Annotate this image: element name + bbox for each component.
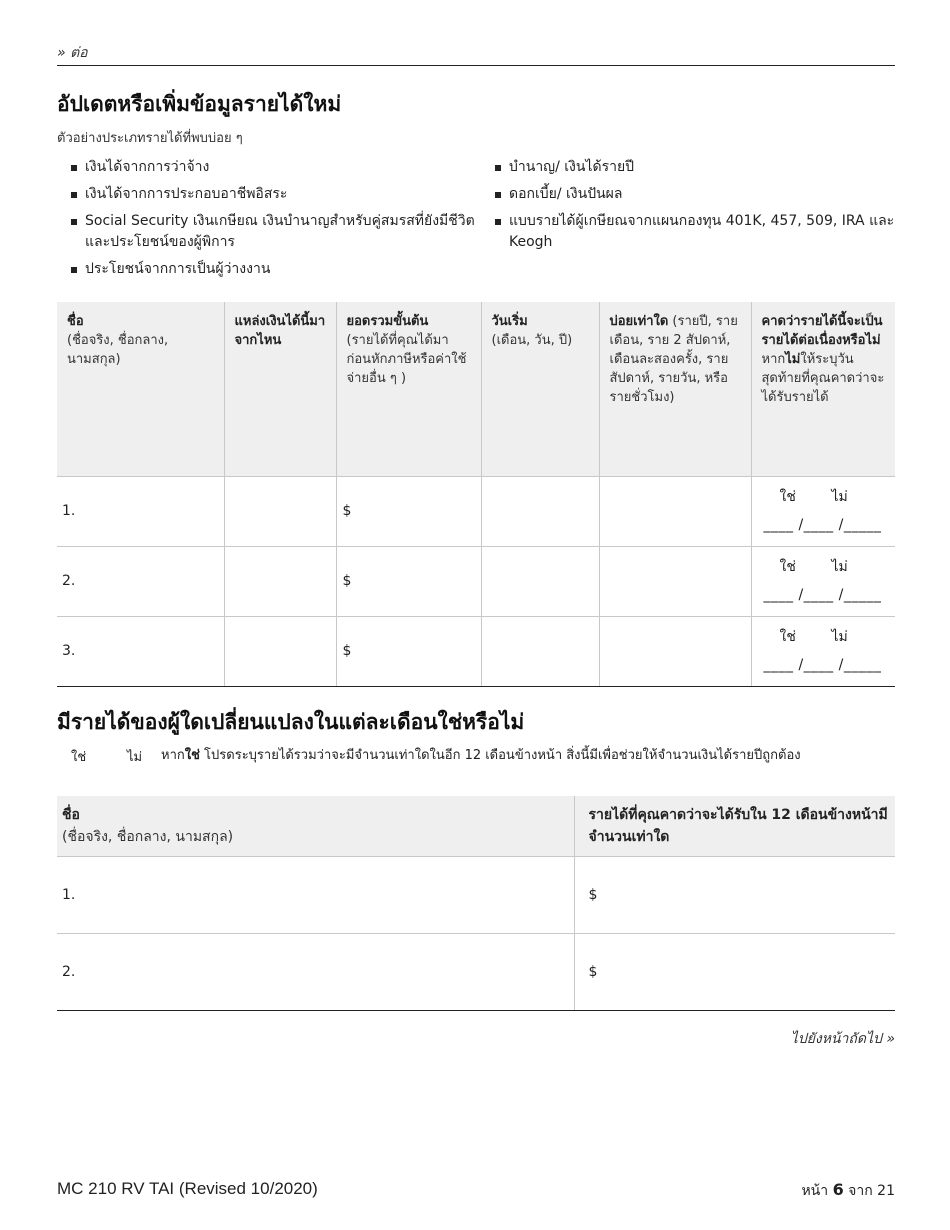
col-frequency-header: บ่อยเท่าใด (รายปี, รายเดือน, ราย 2 สัปดาห์, เดือนละสองครั้ง, รายสัปดาห์, รายวัน, หรือ รายชั่วโมง) (599, 302, 751, 476)
expected-amount-cell[interactable]: $ (574, 857, 895, 934)
gross-amount-cell[interactable]: $ (336, 616, 481, 686)
form-page (57, 0, 895, 1230)
end-date-field[interactable]: ____ /____ /_____ (763, 517, 882, 533)
list-item: ประโยชน์จากการเป็นผู้ว่างงาน (71, 259, 481, 280)
list-item: ดอกเบี้ย/ เงินปันผล (495, 184, 895, 205)
continuing-cell (751, 476, 895, 546)
form-id: MC 210 RV TAI (Revised 10/2020) (57, 1179, 318, 1198)
end-date-field[interactable]: ____ /____ /_____ (763, 657, 882, 673)
table-row (57, 857, 895, 934)
source-cell[interactable] (224, 616, 336, 686)
row-number: 1. (57, 476, 224, 546)
start-date-cell[interactable] (481, 476, 599, 546)
start-date-cell[interactable] (481, 546, 599, 616)
income-examples-right (495, 157, 895, 259)
continuing-cell (751, 616, 895, 686)
frequency-cell[interactable] (599, 616, 751, 686)
no-option[interactable]: ไม่ (831, 629, 848, 645)
frequency-cell[interactable] (599, 546, 751, 616)
col-gross-header: ยอดรวมขั้นต้น (รายได้ที่คุณได้มาก่อนหักภาษีหรือค่าใช้จ่ายอื่น ๆ ) (336, 302, 481, 476)
monthly-change-instructions: หากใช่ โปรดระบุรายได้รวมว่าจะมีจำนวนเท่าใดในอีก 12 เดือนข้างหน้า สิ่งนี้มีเพื่อช่วยให้จำนวนเงินได้รายปีถูกต้อง (161, 748, 801, 763)
yes-option[interactable]: ใช่ (779, 489, 796, 505)
yes-option[interactable]: ใช่ (779, 559, 796, 575)
income-examples-left (71, 157, 481, 286)
list-item: แบบรายได้ผู้เกษียณจากแผนกองทุน 401K, 457, 509, IRA และ Keogh (495, 211, 895, 253)
yes-option[interactable]: ใช่ (779, 629, 796, 645)
no-option[interactable]: ไม่ (831, 489, 848, 505)
table-row (57, 476, 895, 546)
list-item: บำนาญ/ เงินได้รายปี (495, 157, 895, 178)
page-indicator: หน้า 6 จาก 21 (801, 1180, 895, 1199)
section-title-update-income: อัปเดตหรือเพิ่มข้อมูลรายได้ใหม่ (57, 92, 342, 116)
source-cell[interactable] (224, 476, 336, 546)
end-date-field[interactable]: ____ /____ /_____ (763, 587, 882, 603)
no-option[interactable]: ไม่ (831, 559, 848, 575)
source-cell[interactable] (224, 546, 336, 616)
col-start-header: วันเริ่ม (เดือน, วัน, ปี) (481, 302, 599, 476)
gross-amount-cell[interactable]: $ (336, 546, 481, 616)
income-table (57, 302, 895, 687)
row-number: 3. (57, 616, 224, 686)
list-item: เงินได้จากการว่าจ้าง (71, 157, 481, 178)
list-item: เงินได้จากการประกอบอาชีพอิสระ (71, 184, 481, 205)
col-expected-income-header: รายได้ที่คุณคาดว่าจะได้รับใน 12 เดือนข้างหน้ามีจำนวนเท่าใด (574, 796, 895, 857)
expected-amount-cell[interactable]: $ (574, 934, 895, 1011)
table-header-row (57, 302, 895, 476)
gross-amount-cell[interactable]: $ (336, 476, 481, 546)
no-option[interactable]: ไม่ (127, 750, 143, 765)
row-number: 2. (57, 546, 224, 616)
col-source-header: แหล่งเงินได้นี้มาจากไหน (224, 302, 336, 476)
name-cell[interactable]: 1. (57, 857, 574, 934)
col-continuing-header: คาดว่ารายได้นี้จะเป็นรายได้ต่อเนื่องหรือไม่ หากไม่ให้ระบุวันสุดท้ายที่คุณคาดว่าจะได้รับรายได้ (751, 302, 895, 476)
col-name-header: ชื่อ (ชื่อจริง, ชื่อกลาง, นามสกุล) (57, 302, 224, 476)
yes-option[interactable]: ใช่ (71, 750, 87, 765)
name-cell[interactable]: 2. (57, 934, 574, 1011)
col-name-header: ชื่อ (ชื่อจริง, ชื่อกลาง, นามสกุล) (57, 796, 574, 857)
table-row (57, 616, 895, 686)
continuing-cell (751, 546, 895, 616)
start-date-cell[interactable] (481, 616, 599, 686)
next-page-link: ไปยังหน้าถัดไป » (790, 1031, 895, 1047)
section-subtitle: ตัวอย่างประเภทรายได้ที่พบบ่อย ๆ (57, 131, 243, 146)
table-header-row (57, 796, 895, 857)
continued-label: » ต่อ (57, 45, 88, 61)
frequency-cell[interactable] (599, 476, 751, 546)
top-divider (57, 65, 895, 66)
table-row (57, 546, 895, 616)
annual-income-table (57, 796, 895, 1011)
list-item: Social Security เงินเกษียณ เงินบำนาญสำหรับคู่สมรสที่ยังมีชีวิต และประโยชน์ของผู้พิการ (71, 211, 481, 253)
section-title-monthly-change: มีรายได้ของผู้ใดเปลี่ยนแปลงในแต่ละเดือนใช่หรือไม่ (57, 710, 525, 734)
table-row (57, 934, 895, 1011)
